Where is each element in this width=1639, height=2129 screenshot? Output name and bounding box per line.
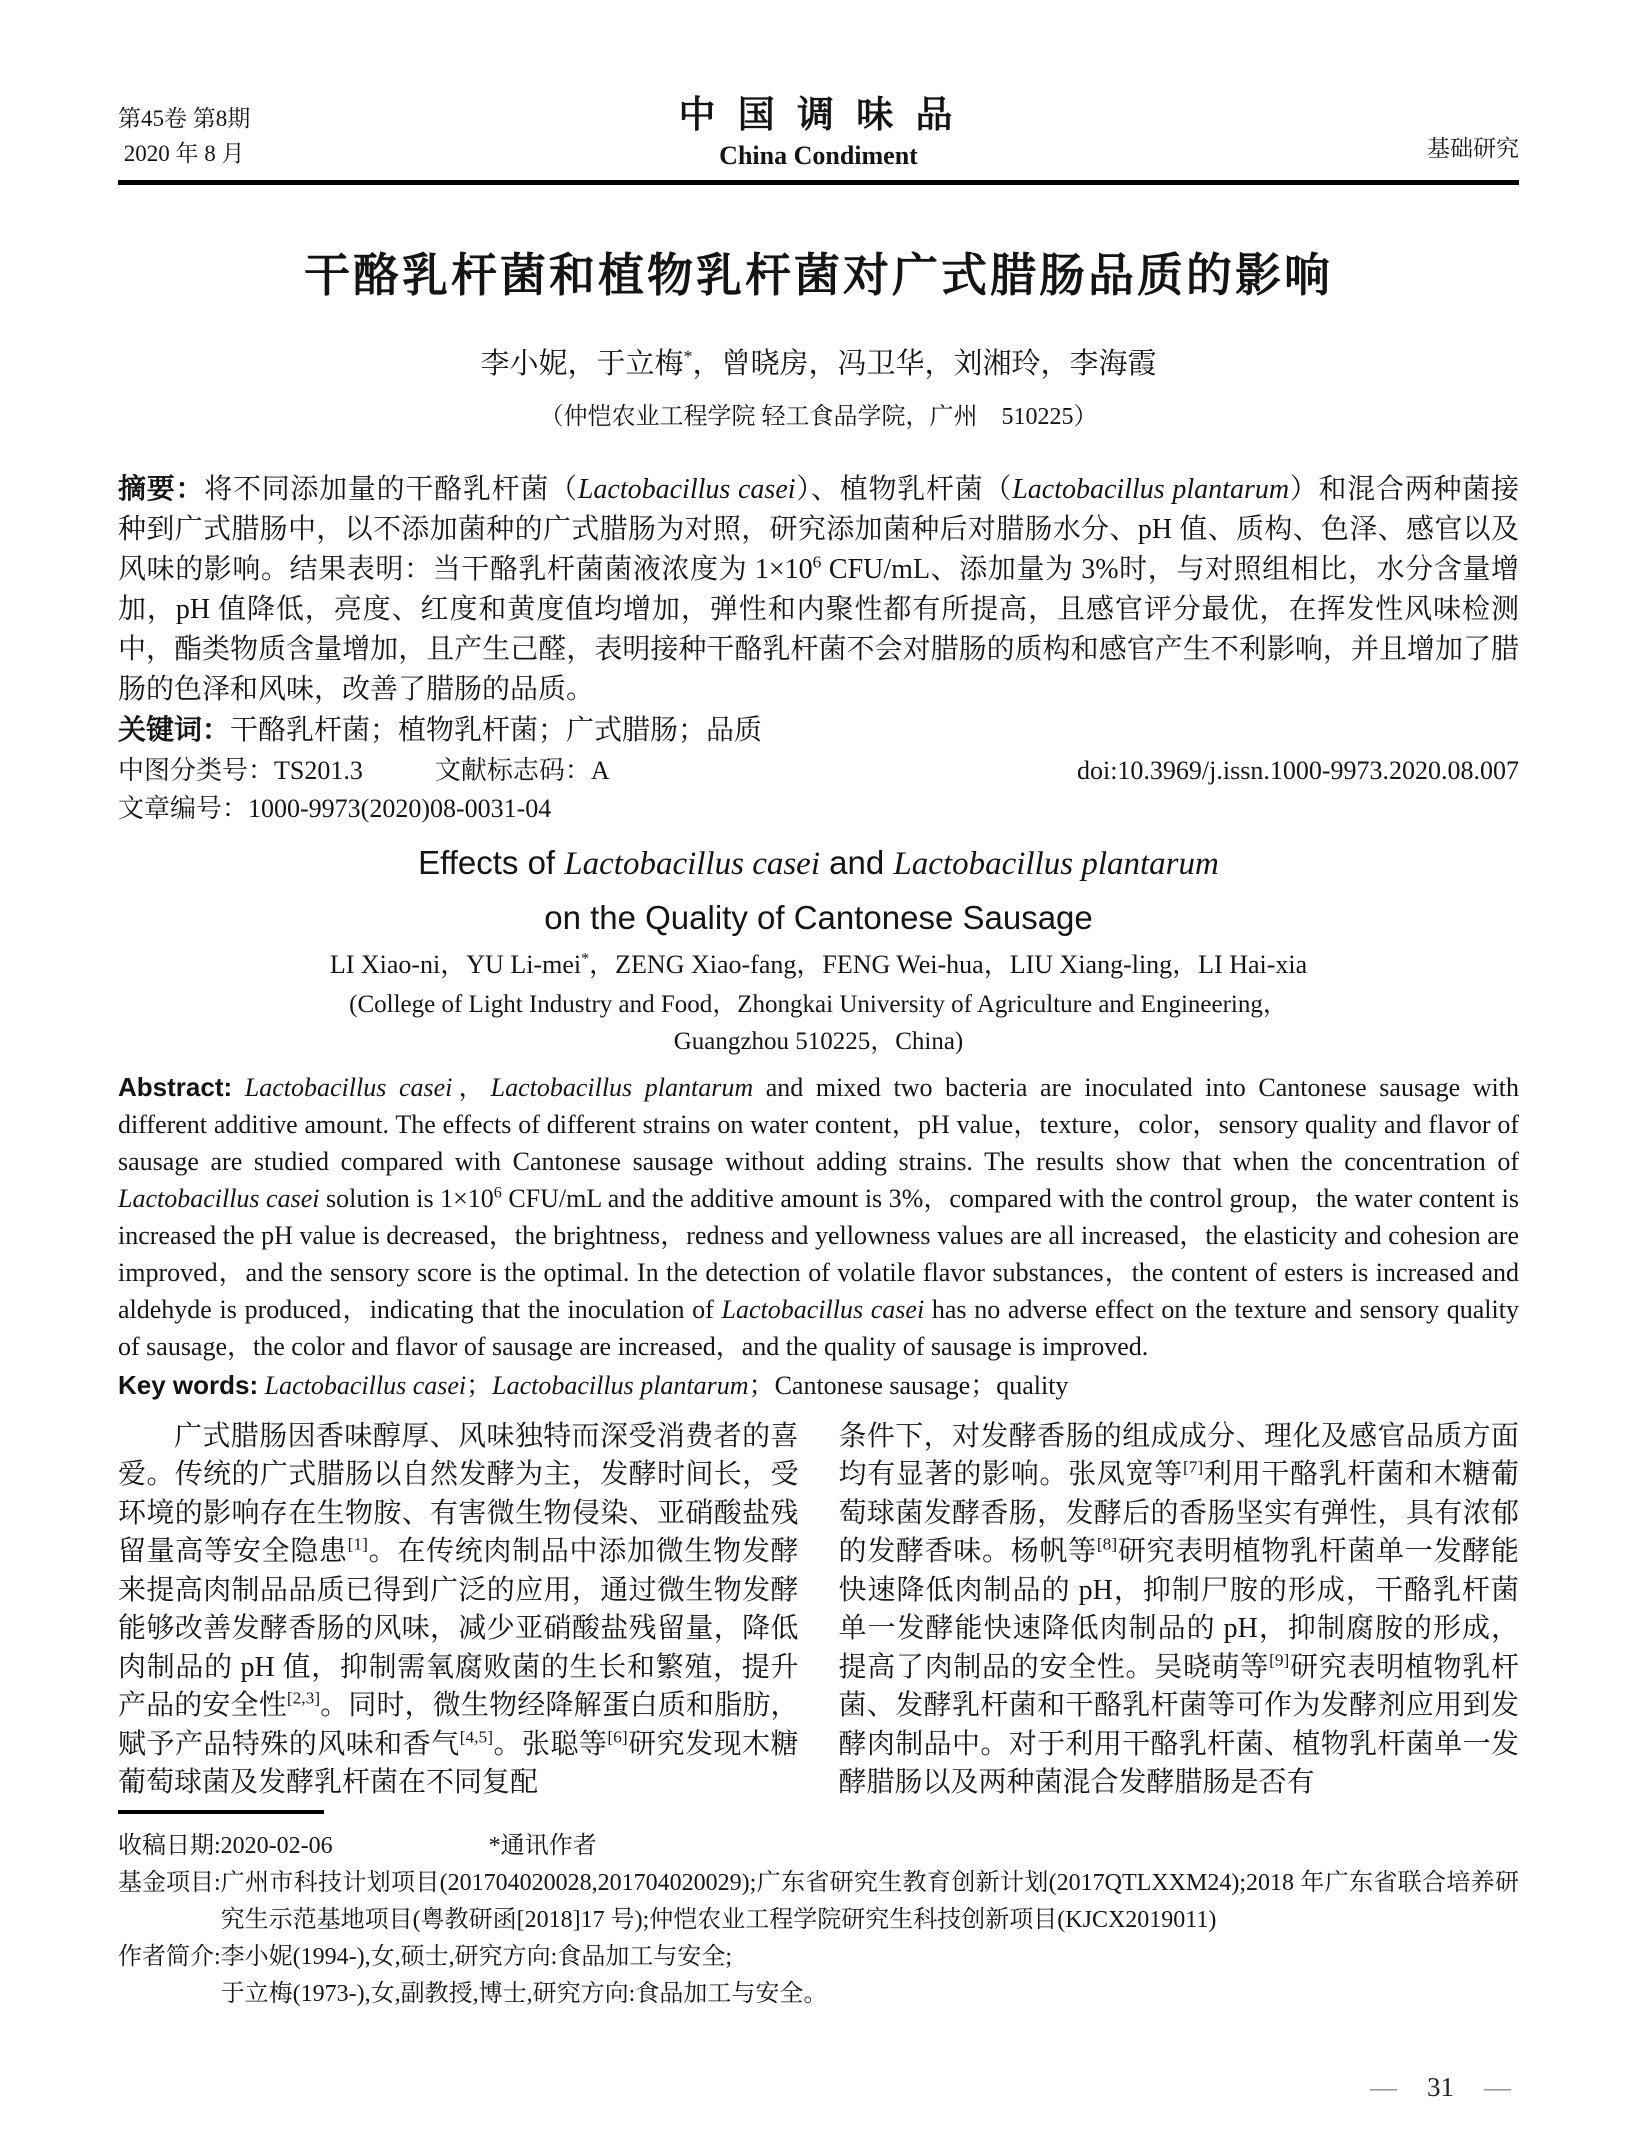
- bio-line-1: 李小妮(1994-),女,硕士,研究方向:食品加工与安全;: [220, 1943, 732, 1970]
- page-number: [1370, 2072, 1511, 2103]
- title-en-line2: on the Quality of Cantonese Sausage: [544, 898, 1093, 936]
- fund-label: 基金项目:: [118, 1869, 221, 1896]
- footnote-rule: [118, 1810, 324, 1814]
- page-number-dash-right: —: [1484, 2072, 1511, 2102]
- footnote-received-row: [118, 1828, 1519, 1865]
- body-columns: [118, 1418, 1519, 1803]
- document-code: 文献标志码：A: [434, 755, 610, 785]
- keywords-en: [118, 1366, 1519, 1405]
- bio-label: 作者简介:: [118, 1943, 221, 1970]
- abstract-cn-text: 将不同添加量的干酪乳杆菌（Lactobacillus casei）、植物乳杆菌（Lactobacillus plantarum）和混合两种菌接种到广式腊肠中，以不添加菌种的广式腊肠为对照，研究添加菌种后对腊肠水分、pH 值、质构、色泽、感官以及风味的影响。结果表明：当干酪乳杆菌菌液浓度为 $1\times 10^6$ CFU/mL、添加量为 3%时，与对照组相比，水分含量增加，pH 值降低，亮度、红度和黄度值均增加，弹性和内聚性都有所提高，且感官评分最优，在挥发性风味检测中，酯类物质含量增加，且产生己醛，表明接种干酪乳杆菌不会对腊肠的质构和感官产生不利影响，并且增加了腊肠的色泽和风味，改善了腊肠的品质。: [118, 473, 1519, 705]
- corresponding-author-note: *通讯作者: [488, 1832, 597, 1859]
- received-date: 收稿日期:2020-02-06: [118, 1832, 333, 1859]
- authors-en: LI Xiao-ni，YU Li-mei*，ZENG Xiao-fang，FENG Wei-hua，LIU Xiang-ling，LI Hai-xia: [329, 949, 1308, 979]
- footnotes: [118, 1828, 1519, 2013]
- abstract-cn: [118, 469, 1519, 710]
- abstract-cn-label: 摘要：: [118, 472, 205, 504]
- section-label: 基础研究: [1427, 136, 1519, 161]
- body-right-column: 条件下，对发酵香肠的组成成分、理化及感官品质方面均有显著的影响。张凤宽等[7]利用干酪乳杆菌和木糖葡萄球菌发酵香肠，发酵后的香肠坚实有弹性，具有浓郁的发酵香味。杨帆等[8]研究表明植物乳杆菌单一发酵能快速降低肉制品的 pH，抑制尸胺的形成，干酪乳杆菌单一发酵能快速降低肉制品的 pH，抑制腐胺的形成，提高了肉制品的安全性。吴晓萌等[9]研究表明植物乳杆菌、发酵乳杆菌和干酪乳杆菌等可作为发酵剂应用到发酵肉制品中。对于利用干酪乳杆菌、植物乳杆菌单一发酵腊肠以及两种菌混合发酵腊肠是否有: [838, 1420, 1519, 1798]
- journal-header: [118, 84, 1519, 171]
- title-en-line1: Effects of Lactobacillus casei and Lactobacillus plantarum: [418, 843, 1219, 882]
- doi: doi:10.3969/j.issn.1000-9973.2020.08.007: [1076, 755, 1519, 785]
- journal-title-en: China Condiment: [719, 141, 918, 170]
- keywords-en-label: Key words:: [118, 1369, 259, 1400]
- header-journal-block: [678, 84, 958, 171]
- authors-cn: 李小妮，于立梅*，曾晓房，冯卫华，刘湘玲，李海霞: [480, 345, 1157, 380]
- affiliation-en: [118, 986, 1519, 1060]
- bio-content: [221, 1939, 1519, 2013]
- abstract-en: [118, 1069, 1519, 1365]
- header-rule: [118, 180, 1519, 185]
- journal-title-cn: 中 国 调 味 品: [678, 94, 959, 135]
- issue-date: 2020 年 8 月: [123, 141, 245, 166]
- article-title-cn: 干酪乳杆菌和植物乳杆菌对广式腊肠品质的影响: [304, 249, 1333, 301]
- footnote-bio-row: [118, 1939, 1519, 2013]
- header-issue-block: [118, 101, 250, 171]
- article-title-en: [118, 836, 1519, 945]
- affiliation-en-line1: (College of Light Industry and Food，Zhongkai University of Agriculture and Engineering，: [349, 990, 1288, 1018]
- article-id: 文章编号：1000-9973(2020)08-0031-04: [118, 793, 552, 823]
- footnote-fund-row: [118, 1865, 1519, 1939]
- volume-issue: 第45卷 第8期: [118, 106, 251, 131]
- clc-number: 中图分类号：TS201.3: [118, 755, 363, 785]
- page-number-dash-left: —: [1370, 2072, 1397, 2102]
- affiliation-en-line2: Guangzhou 510225，China): [673, 1027, 964, 1055]
- keywords-cn-label: 关键词：: [118, 713, 231, 745]
- fund-content: 广州市科技计划项目(201704020028,201704020029);广东省研究生教育创新计划(2017QTLXXM24);2018 年广东省联合培养研究生示范基地项目(粤教研函[2018]17 号);仲恺农业工程学院研究生科技创新项目(KJCX2019011): [220, 1869, 1519, 1933]
- keywords-cn-text: 干酪乳杆菌；植物乳杆菌；广式腊肠；品质: [230, 714, 763, 746]
- affiliation-cn: （仲恺农业工程学院 轻工食品学院，广州 510225）: [539, 403, 1098, 430]
- keywords-en-text: Lactobacillus casei；Lactobacillus plantarum；Cantonese sausage；quality: [264, 1370, 1069, 1400]
- abstract-en-label: Abstract:: [118, 1071, 233, 1102]
- abstract-en-text: Lactobacillus casei，Lactobacillus plantarum and mixed two bacteria are inoculated into Cantonese sausage with different additive amount. The effects of different strains on water content，pH value，texture，color，sensory quality and flavor of sausage are studied compared with Cantonese sausage without adding strains. The results show that when the concentration of Lactobacillus casei solution is $1\times 10^6$ CFU/mL and the additive amount is 3%，compared with the control group，the water content is increased the pH value is decreased，the brightness，redness and yellowness values are all increased，the elasticity and cohesion are improved，and the sensory score is the optimal. In the detection of volatile flavor substances，the content of esters is increased and aldehyde is produced，indicating that the inoculation of Lactobacillus casei has no adverse effect on the texture and sensory quality of sausage，the color and flavor of sausage are increased，and the quality of sausage is improved.: [118, 1072, 1519, 1361]
- body-left-column: 广式腊肠因香味醇厚、风味独特而深受消费者的喜爱。传统的广式腊肠以自然发酵为主，发酵时间长，受环境的影响存在生物胺、有害微生物侵染、亚硝酸盐残留量高等安全隐患[1]。在传统肉制品中添加微生物发酵来提高肉制品品质已得到广泛的应用，通过微生物发酵能够改善发酵香肠的风味，减少亚硝酸盐残留量，降低肉制品的 pH 值，抑制需氧腐败菌的生长和繁殖，提升产品的安全性[2,3]。同时，微生物经降解蛋白质和脂肪，赋予产品特殊的风味和香气[4,5]。张聪等[6]研究发现木糖葡萄球菌及发酵乳杆菌在不同复配: [118, 1420, 799, 1798]
- bio-line-2: 于立梅(1973-),女,副教授,博士,研究方向:食品加工与安全。: [220, 1980, 828, 2007]
- meta-line: [118, 752, 1519, 790]
- page-number-value: 31: [1427, 2072, 1454, 2102]
- keywords-cn: [118, 710, 1519, 751]
